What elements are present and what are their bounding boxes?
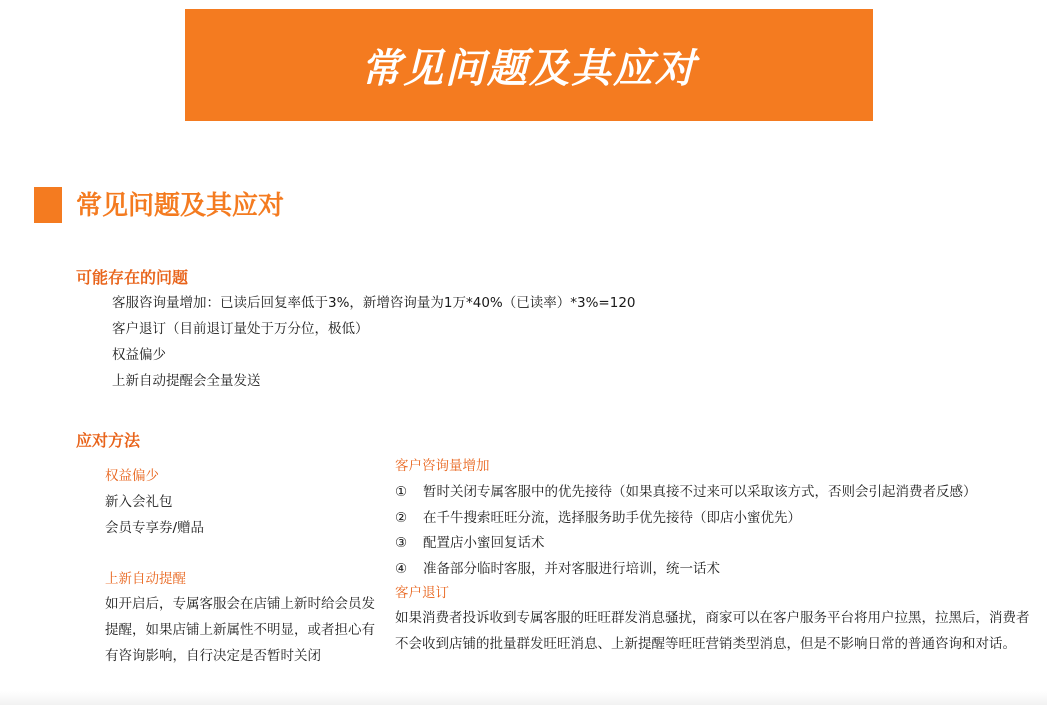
consult-list [395,482,1035,584]
consult-item [395,508,1035,534]
item-number: ④ [395,560,408,577]
consult-block [395,456,1035,584]
auto-reminder-text: 如开启后，专属客服会在店铺上新时给会员发提醒，如果店铺上新属性不明显，或者担心有有咨询影响，自行决定是否暂时关闭 [105,596,375,664]
benefits-line: 会员专享券/赠品 [105,520,205,536]
title-banner [185,9,873,121]
problem-item: 客户退订（目前退订量处于万分位，极低） [112,321,369,337]
item-text: 配置店小蜜回复话术 [423,535,545,551]
problem-item: 权益偏少 [112,347,166,363]
unsubscribe-label: 客户退订 [395,585,449,601]
auto-reminder-block [105,569,375,669]
benefits-label: 权益偏少 [105,468,159,484]
section-title: 常见问题及其应对 [76,191,285,221]
banner-title: 常见问题及其应对 [361,45,697,92]
item-text: 暂时关闭专属客服中的优先接待（如果真接不过来可以采取该方式，否则会引起消费者反感） [423,484,977,500]
bottom-shade [0,691,1047,705]
item-text: 在千牛搜索旺旺分流，选择服务助手优先接待（即店小蜜优先） [423,509,801,526]
section-marker [34,187,62,223]
problems-heading: 可能存在的问题 [76,268,189,287]
consult-item [395,559,1035,585]
unsubscribe-text: 如果消费者投诉收到专属客服的旺旺群发消息骚扰，商家可以在客户服务平台将用户拉黑，拉黑后，消费者不会收到店铺的批量群发旺旺消息、上新提醒等旺旺营销类型消息，但是不影响日常的普通咨询和对话。 [395,610,1030,652]
methods-heading: 应对方法 [76,431,141,450]
consult-label: 客户咨询量增加 [395,458,490,474]
problem-item: 客服咨询量增加：已读后回复率低于3%，新增咨询量为1万*40%（已读率）*3%=120 [112,295,636,311]
item-number: ① [395,484,408,500]
benefits-line: 新入会礼包 [105,494,173,510]
benefits-block [105,466,375,538]
auto-reminder-label: 上新自动提醒 [105,571,186,587]
item-text: 准备部分临时客服，并对客服进行培训，统一话术 [423,560,720,577]
item-number: ③ [395,535,408,551]
problems-list [112,293,636,397]
consult-item [395,482,1035,508]
item-number: ② [395,509,408,526]
consult-item [395,533,1035,559]
problem-item: 上新自动提醒会全量发送 [112,373,261,389]
unsubscribe-block [395,583,1035,657]
